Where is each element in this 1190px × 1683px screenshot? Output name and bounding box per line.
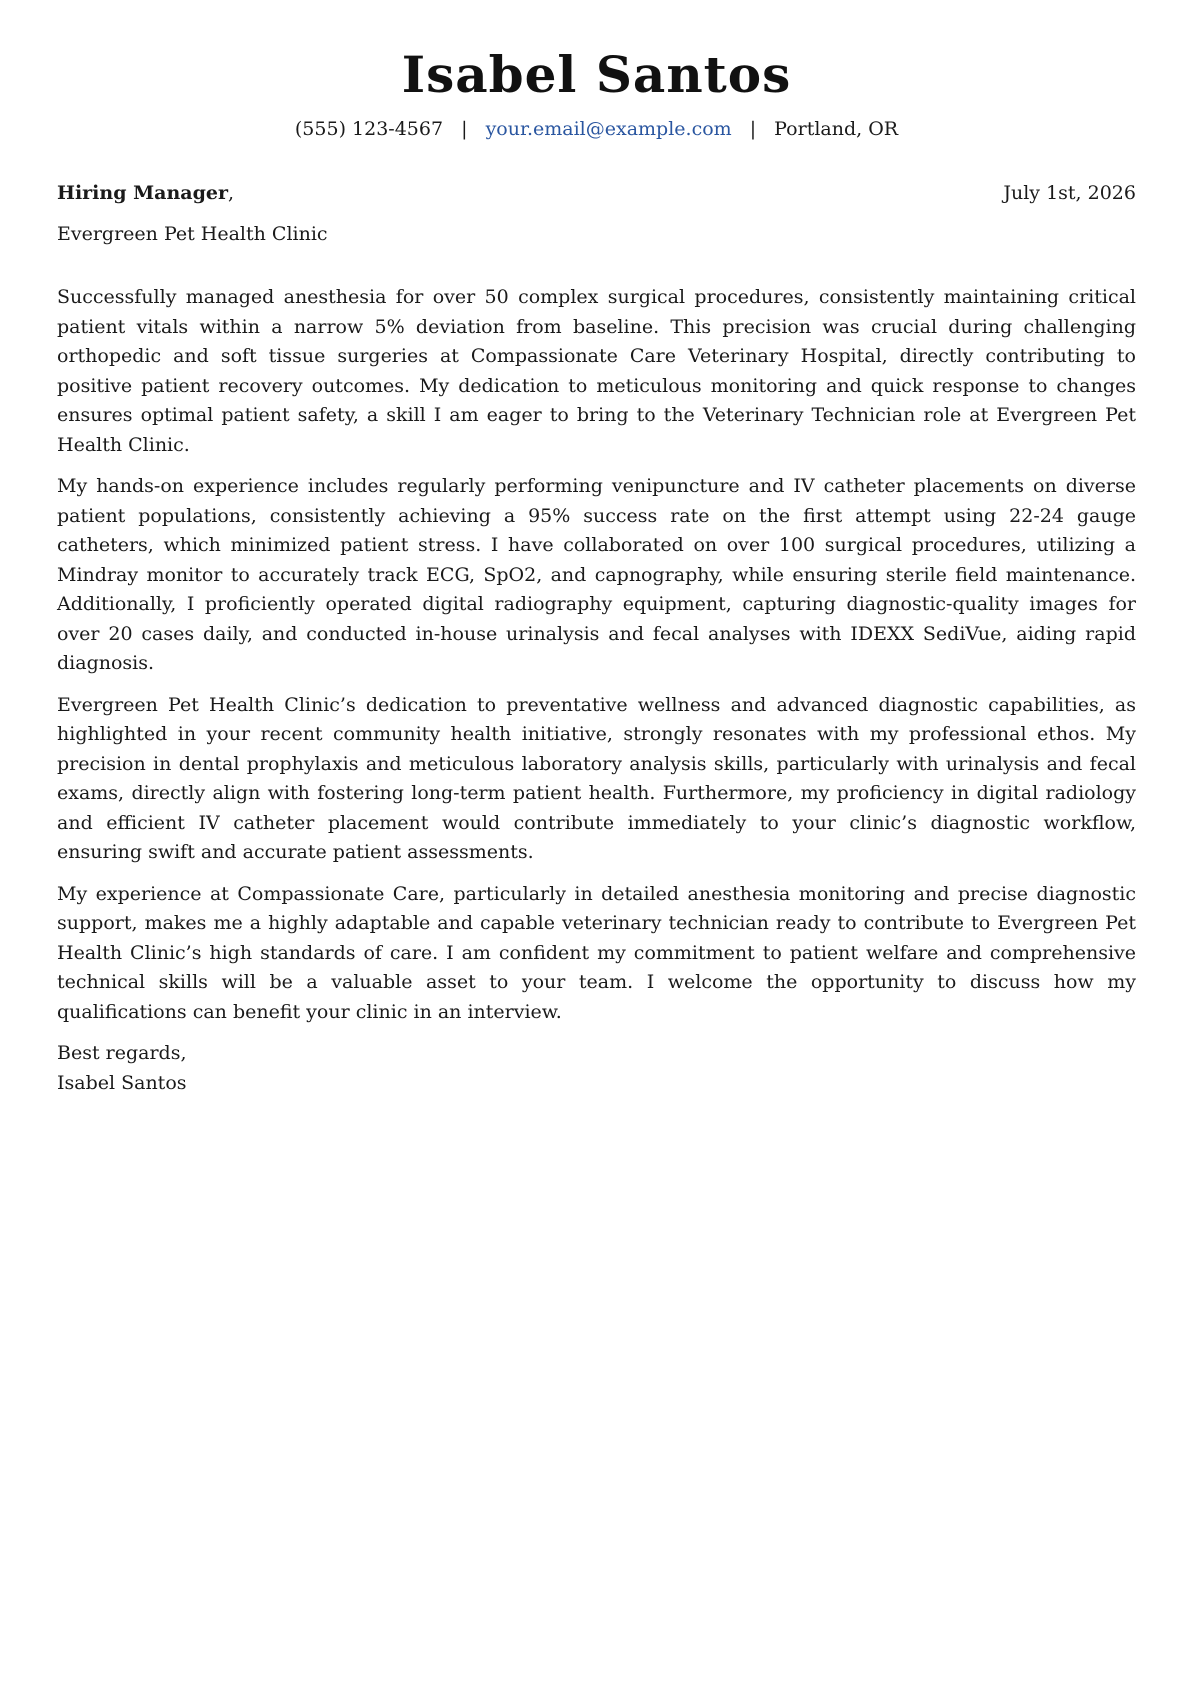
contact-separator: | — [749, 118, 757, 140]
letter-date: July 1st, 2026 — [1003, 182, 1136, 204]
closing-block — [57, 1039, 1136, 1098]
recipient-company: Evergreen Pet Health Clinic — [57, 223, 328, 245]
location: Portland, OR — [774, 118, 899, 140]
contact-line — [57, 114, 1136, 144]
signature-name: Isabel Santos — [57, 1071, 187, 1094]
body-paragraph: My hands-on experience includes regularly performing venipuncture and IV catheter placements on diverse patient populations, consistently achieving a 95% success rate on the first attempt using 22-24 gauge catheters, which minimized patient stress. I have collaborated on over 100 surgical procedures, utilizing a Mindray monitor to accurately track ECG, SpO2, and capnography, while ensuring sterile field maintenance. Additionally, I proficiently operated digital radiography equipment, capturing diagnostic-quality images for over 20 cases daily, and conducted in-house urinalysis and fecal analyses with IDEXX SediVue, aiding rapid diagnosis. — [57, 475, 1136, 674]
closing-salutation: Best regards, — [57, 1042, 187, 1064]
body-paragraph: My experience at Compassionate Care, particularly in detailed anesthesia monitoring and precise diagnostic support, makes me a highly adaptable and capable veterinary technician ready to contribute to Evergreen Pet Health Clinic’s high standards of care. I am confident my commitment to patient welfare and comprehensive technical skills will be a valuable asset to your team. I welcome the opportunity to discuss how my qualifications can benefit your clinic in an interview. — [57, 882, 1136, 1023]
letter-body — [57, 283, 1136, 1098]
body-paragraph: Evergreen Pet Health Clinic’s dedication to preventative wellness and advanced diagnostic capabilities, as highlighted in your recent community health initiative, strongly resonates with my professional ethos. My precision in dental prophylaxis and meticulous laboratory analysis skills, particularly with urinalysis and fecal exams, directly align with fostering long-term patient health. Furthermore, my proficiency in digital radiology and efficient IV catheter placement would contribute immediately to your clinic’s diagnostic workflow, ensuring swift and accurate patient assessments. — [57, 693, 1136, 863]
contact-separator: | — [461, 118, 468, 140]
phone-number: (555) 123-4567 — [294, 118, 444, 140]
applicant-name: Isabel Santos — [401, 45, 792, 104]
email-link[interactable]: your.email@example.com — [485, 118, 732, 140]
recipient-title: Hiring Manager — [57, 182, 228, 204]
recipient-comma: , — [227, 182, 235, 204]
body-paragraph: Successfully managed anesthesia for over 50 complex surgical procedures, consistently maintaining critical patient vitals within a narrow 5% deviation from baseline. This precision was crucial during challenging orthopedic and soft tissue surgeries at Compassionate Care Veterinary Hospital, directly contributing to positive patient recovery outcomes. My dedication to meticulous monitoring and quick response to changes ensures optimal patient safety, a skill I am eager to bring to the Veterinary Technician role at Evergreen Pet Health Clinic. — [57, 286, 1136, 456]
recipient-name — [57, 178, 234, 208]
